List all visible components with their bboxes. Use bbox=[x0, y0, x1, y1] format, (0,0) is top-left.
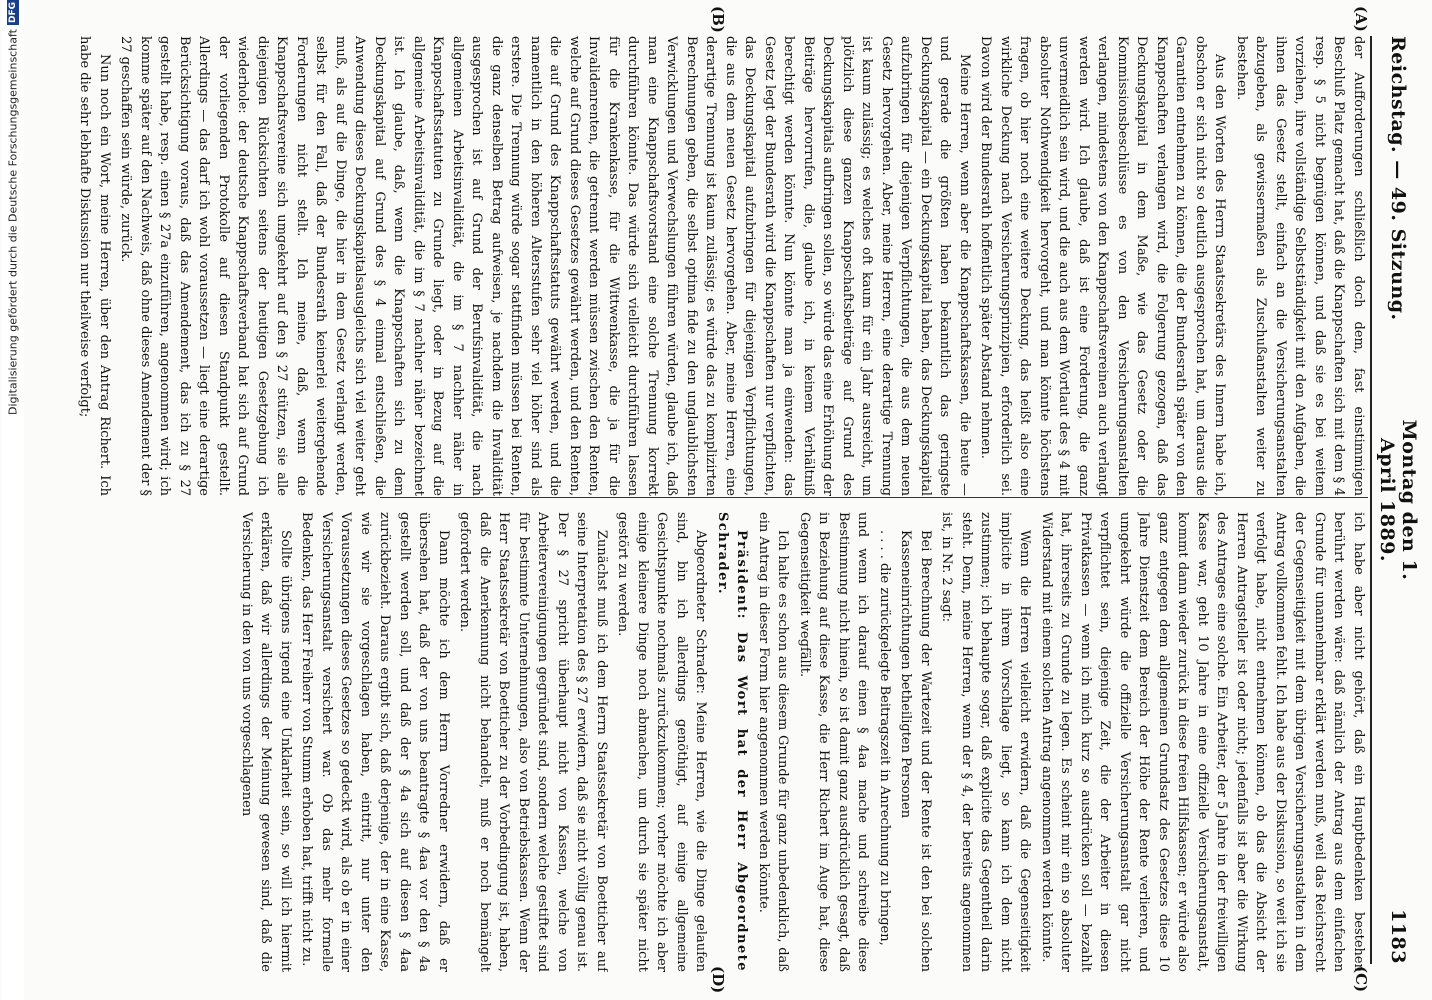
left-column bbox=[20, 36, 1368, 496]
header-rule bbox=[1370, 36, 1372, 964]
paragraph: ich habe aber nicht gehört, daß ein Hauptbedenken bestehen berührt werden wäre: daß nämlich der Antrag aus dem einfachen Grunde für unannehmbar erklärt werden muß, weil das Reichsrecht der Gegenseitigkeit mit dem übrigen Versicherungsanstalten in dem Antrag vollkommen fehlt. Ich habe aus der Diskussion, so weit ich sie verfolgt habe, nicht entnehmen können, ob das die Absicht der Herren Antragsteller ist oder nicht; jedenfalls ist aber die Wirkung des Antrages eine solche. Ein Arbeiter, der 5 Jahre in der freiwilligen Kasse war, geht 10 Jahre in eine offizielle Versicherungsanstalt, kommt dann wieder zurück in diese freien Hilfskassen; er würde also ganz entgegen dem allgemeinen Grundsatz des Gesetzes diese 10 Jahre Dienstzeit dem Bereich der Höhe der Rente verlieren, und umgekehrt würde die offizielle Versicherungsanstalt gar nicht verpflichtet sein, diejenige Zeit, die der Arbeiter in diesen Privatkassen — wenn ich mich kurz so ausdrücken soll — bezahlt hat, ihrerseits zu Grunde zu legen. Es scheint mir ein so absoluter Widerstand mit einem solchen Antrag angenommen werden könnte. bbox=[1039, 512, 1366, 972]
paragraph: Wenn die Herren vielleicht erwidern, daß die Gegenseitigkeit implicite in ihrem Vorschlage liegt, so kann ich dem nicht zustimmen; ich behaupte sogar, daß explicite das Gegentheil darin steht. Denn, meine Herren, wenn der § 4, der bereits angenommen ist, in Nr. 2 sagt: bbox=[939, 512, 1033, 972]
column-divider bbox=[380, 497, 1368, 498]
paragraph: Sollte übrigens irgend eine Unklarheit sein, so will ich hiermit erklären, daß wir allerdings der Meinung gewesen sind, daß die Versicherung in den von uns vorgeschlagenen bbox=[239, 512, 293, 972]
paragraph: Ich halte es schon aus diesem Grunde für ganz unbedenklich, daß ein Antrag in dieser Form hier angenommen werden könnte. bbox=[756, 512, 791, 972]
paragraph: Aus den Worten des Herrn Staatssekretärs des Innern habe ich, obschon er sich nicht so deutlich ausgesprochen hat, um daraus die Garantien entnehmen zu können, die der Bundesrath später von den Knappschaften verlangen wird, die Folgerung gezogen, daß das Deckungskapital in dem Maße, wie das Gesetz oder die Kommissionsbeschlüsse es von den Versicherungsanstalten verlangen, mindestens von den Knappschaftsvereinen auch verlangt werden wird. Ich glaube, daß ist eine Forderung, die ganz unvermeidlich sein wird, und die auch aus dem Wortlaut des § 4 mit absoluter Nothwendigkeit hervorgeht, und man könnte höchstens fragen, ob hier noch eine weitere Deckung, das heißt also eine wirkliche Deckung nach Versicherungsprinzipien, erforderlich sei. Davon wird der Bundesrath hoffentlich später Abstand nehmen. bbox=[978, 36, 1228, 496]
speaker-paragraph: Präsident: Das Wort hat der Herr Abgeordnete Schrader. bbox=[715, 512, 750, 972]
quoted-text: . . . . die zurückgelegte Beitragszeit in Anrechnung zu bringen, bbox=[877, 530, 892, 946]
header-session: Reichstag. — 49. Sitzung. bbox=[1387, 36, 1409, 321]
digitization-credit bbox=[2, 0, 24, 1000]
speaker-paragraph: Abgeordneter Schrader: Meine Herren, wie die Dinge gelaufen sind, bin ich allerdings genöthigt, auf einige allgemeine Gesichtspunkte nochmals zurückzukommen; vorher möchte ich aber einige kleinere Dinge noch abmachen, um durch sie später nicht gestört zu werden. bbox=[615, 512, 709, 972]
margin-letter-a: (A) bbox=[1352, 6, 1370, 32]
paragraph: und wenn ich darauf einen § 4aa mache und schreibe diese Bestimmung nicht hinein, so ist damit ganz ausdrücklich gesagt, daß in Beziehung auf diese Kasse, die Herr Richert im Auge hat, diese Gegenseitigkeit wegfällt. bbox=[797, 512, 871, 972]
quoted-text: Bei Berechnung der Wartezeit und der Rente ist den bei solchen Kasseneinrichtungen betheiligten Personen bbox=[898, 530, 933, 972]
dfg-logo: DFG bbox=[8, 2, 18, 24]
paragraph: Meine Herren, wenn aber die Knappschaftskassen, die heute — und gerade die größten haben bekanntlich das geringste Deckungskapital — ein Deckungskapital haben, das Deckungskapital aufzubringen für diejenigen Verpflichtungen, die aus dem neuen Gesetz hervorgehen. Aber, meine Herren, eine derartige Trennung ist kaum zulässig; es welches oft kaum für ein Jahr ausreicht, um plötzlich diese ganzen Knappschaftsbeiträge auf Grund des Deckungskapitals aufbringen sollen, so würde das eine Erhöhung der Beiträge hervorrufen, die, glaube ich, in keinem Verhältniß berechtigt werden könnte. Nun könnte man ja einwenden: das Gesetz legt der Bundesrath wird die Knappschaften nur verpflichten, das Deckungskapital aufzubringen für diejenigen Verpflichtungen, die aus dem neuen Gesetz hervorgehen. Aber, meine Herren, eine derartige Trennung ist kaum zulässig; es würde das zu komplizirten Berechnungen geben, die selbst optima fide zu den unglaublichsten Verwicklungen und Verwechslungen führen würden, glaube ich, daß man eine Knappschaftsvorstand eine solche Trennung korrekt durchführen könnte. Das würde sich vielleicht durchführen lassen für die Krankenkasse, für die Wittwenkasse, die ja für die Invalidenrenten, die getrennt werden müssen zwischen den Renten, welche auf Grund dieses Gesetzes gewährt werden, und den Renten, die auf Grund des Knappschaftsstatuts gewährt werden, und die namentlich in den höheren Altersstufen sehr viel höher sind als erstere. Die Trennung würde sogar stattfinden müssen bei Renten, die ganz denselben Betrag aufweisen, je nachdem die Invalidität ausgesprochen ist auf Grund der Berufsinvalidität, die nach allgemeinen Arbeitsinvalidität, die im § 7 nachher näher in Knappschaftsstatuten zu Grunde liegt, oder in Bezug auf die allgemeine Arbeitsinvalidität, die im § 7 nachher näher bezeichnet ist. Ich glaube, daß, wenn die Knappschaften sich zu dem Deckungskapital auf Grund des § 4 einmal entschließen, die Anwendung dieses Deckungskapitalsausgleichs sich viel weiter geht muß, als auf die Dinge, die hier in dem Gesetz verlangt werden, selbst für den Fall, daß der Bundesrath keinerlei weitergehende Forderungen nicht stellt. Ich meine, daß, wenn die Knappschaftsvereine sich umgekehrt auf den § 27 stützen, sie alle diejenigen Rücksichten seitens der heutigen Gesetzgebung ich wiederhole: der deutsche Knappschaftsverband hat sich auf Grund der vorliegenden Protokolle auf diesen Standpunkt gestellt. Allerdings — das darf ich wohl voraussetzen — liegt eine derartige Berücksichtigung voraus, daß das Amendement, das ich zu § 27 gestellt habe, resp. einen § 27a einzuführen, angenommen wird; ich komme später auf den Nachweis, daß ohne dieses Amendement der § 27 geschaffen sein würde, zurück. bbox=[118, 36, 972, 496]
paragraph: der Aufforderungen schließlich doch dem, fast einstimmigen Beschluß Platz gemacht hat, daß die Knappschaften sich mit dem § 4 resp. § 5 nicht begnügen können, und daß sie es bei weitem vorziehen, ihre vollständige Selbstständigkeit mit den Aufgaben, die ihnen das Gesetz stellt, einfach an die Versicherungsanstalten abzugeben, als gewissermaßen als Zuschußanstalten weiter zu bestehen. bbox=[1234, 36, 1366, 496]
page-header bbox=[1374, 36, 1422, 964]
header-page-number: 1183 bbox=[1387, 909, 1409, 964]
header-date: Montag den 1. April 1889. bbox=[1376, 419, 1420, 581]
margin-letter-d: (D) bbox=[709, 966, 727, 994]
digitization-credit-text: Digitalisierung gefördert durch die Deutsche Forschungsgemeinschaft bbox=[6, 29, 20, 415]
paragraph: Dann möchte ich dem Herrn Vorredner erwidern, daß er übersehen hat, daß der von uns beantragte § 4aa vor den § 4a gestellt werden soll, und daß der § 4a sich auf diesen § 4aa zurückbezieht. Daraus ergibt sich, daß derjenige, der in eine Kasse, wie wir sie vorgeschlagen haben, eintritt, nur unter den Voraussetzungen dieses Gesetzes so gedeckt wird, als ob er in einer Versicherungsanstalt versichert war. Ob das mehr formelle Bedenken, das Herr Freiherr von Stumm erhoben hat, trifft nicht zu. bbox=[299, 512, 451, 972]
right-column bbox=[20, 512, 1368, 972]
margin-letter-c: (C) bbox=[1352, 966, 1370, 993]
margin-letter-b: (B) bbox=[709, 6, 727, 33]
paragraph: Nun noch ein Wort, meine Herren, über den Antrag Richert. Ich habe die sehr lebhafte Diskussion nur theilweise verfolgt; bbox=[77, 36, 112, 496]
paragraph: Zunächst muß ich dem Herrn Staatssekretär von Boetticher auf seine Interpretation des § 27 erwidern, daß sie nicht völlig genau ist. Der § 27 spricht überhaupt nicht von Kassen, welche von Arbeitervereinigungen gegründet sind, sondern welche gestiftet sind für bestimmte Unternehmungen, also von Betriebskassen. Wenn der Herr Staatssekretär von Boetticher zu der Vorbedingung ist, haben, daß die Anerkennung nicht behandelt, muß er noch bemängelt gefordert werden. bbox=[457, 512, 609, 972]
